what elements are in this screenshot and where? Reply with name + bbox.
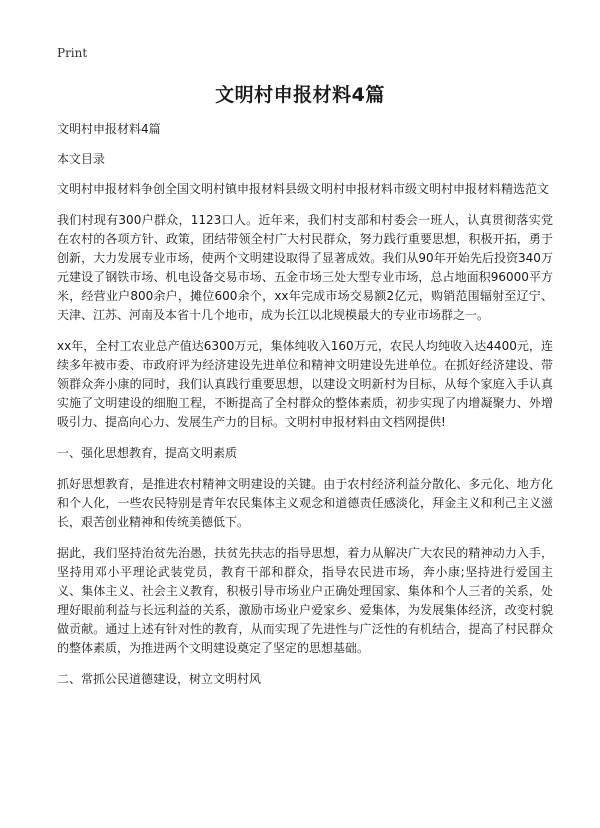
document-title: 文明村申报材料4篇	[215, 84, 385, 106]
paragraph-2: xx年，全村工农业总产值达6300万元，集体纯收入160万元，农民人均纯收入达4400元，连续多年被市委、市政府评为经济建设先进单位和精神文明建设先进单位。在抓好经济建设、带领群众奔小康的同时，我们认真践行重要思想，以建设文明新村为目标，从每个家庭入手认真实施了文明建设的细胞工程，不断提高了全村群众的整体素质，初步实现了内增凝聚力、外增吸引力、提高向心力、发展生产力的目标。文明村申报材料由文档网提供!	[57, 339, 553, 429]
paragraph-4: 据此，我们坚持治贫先治愚，扶贫先扶志的指导思想，着力从解决广大农民的精神动力入手，坚持用邓小平理论武装党员，教育干部和群众，指导农民进市场，奔小康;坚持进行爱国主义、集体主义、社会主义教育，积极引导市场业户正确处理国家、集体和个人三者的关系，处理好眼前利益与长远利益的关系，激励市场业户爱家乡、爱集体，为发展集体经济，改变村貌做贡献。通过上述有针对性的教育，从而实现了先进性与广泛性的有机结合，提高了村民群众的整体素质，为推进两个文明建设奠定了坚定的思想基础。	[57, 546, 553, 655]
paragraph-3: 抓好思想教育，是推进农村精神文明建设的关键。由于农村经济利益分散化、多元化、地方化和个人化，一些农民特别是青年农民集体主义观念和道德责任感淡化，拜金主义和利己主义滋长，艰苦创业精神和传统美德低下。	[57, 477, 553, 529]
document-subtitle: 文明村申报材料4篇	[57, 122, 161, 136]
document-body	[57, 120, 553, 701]
toc-heading: 本文目录	[57, 152, 106, 166]
toc-text: 文明村申报材料争创全国文明村镇申报材料县级文明村申报材料市级文明村申报材料精选范文	[57, 182, 550, 196]
paragraph-1: 我们村现有300户群众，1123口人。近年来，我们村支部和村委会一班人，认真贯彻落实党在农村的各项方针、政策，团结带领全村广大村民群众，努力践行重要思想，积极开拓，勇于创新，大力发展专业市场，使两个文明建设取得了显著成效。我们从90年开始先后投资340万元建设了钢铁市场、机电设备交易市场、五金市场三处大型专业市场，总占地面积96000平方米，经营业户800余户，摊位600余个，xx年完成市场交易额2亿元，购销范围辐射至辽宁、天津、江苏、河南及本省十几个地市，成为长江以北规模最大的专业市场群之一。	[57, 213, 553, 322]
section-heading-2: 二、常抓公民道德建设，树立文明村风	[57, 672, 262, 686]
section-heading-1: 一、强化思想教育，提高文明素质	[57, 446, 238, 460]
print-label: Print	[57, 46, 88, 60]
